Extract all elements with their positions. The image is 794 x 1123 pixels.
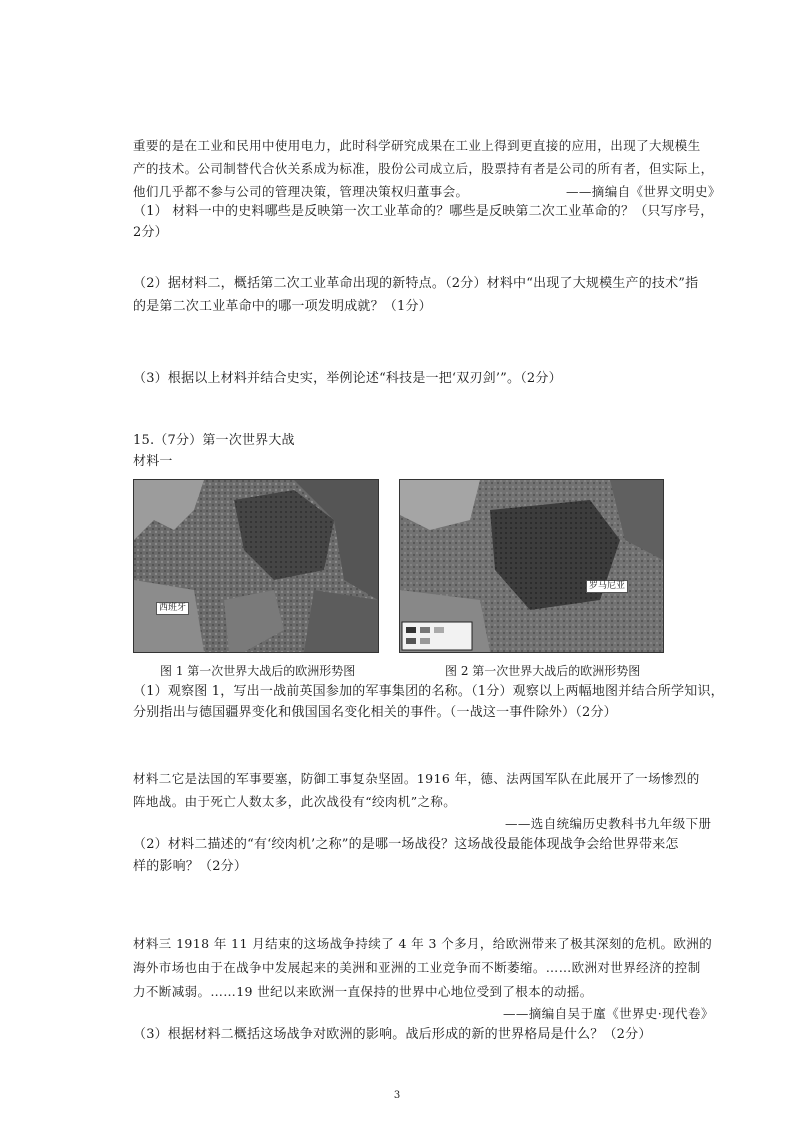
- material2-line2: 阵地战。由于死亡人数太多，此次战役有“绞肉机”之称。: [133, 794, 457, 809]
- map2-romania-label: 罗马尼亚: [586, 580, 628, 593]
- q14-3: （3）根据以上材料并结合史实，举例论述“科技是一把‘双刃剑’”。（2分）: [133, 371, 562, 386]
- q15-1-line1: （1）观察图 1，写出一战前英国参加的军事集团的名称。（1分）观察以上两幅地图并结合所学知识，: [133, 684, 724, 699]
- q14-2-line1: （2）据材料二，概括第二次工业革命出现的新特点。（2分）材料中“出现了大规模生产的技术”指: [133, 276, 699, 291]
- q15-3: （3）根据材料二概括这场战争对欧洲的影响。战后形成的新的世界格局是什么？（2分）: [133, 1027, 652, 1042]
- europe-map-2-graphic: [400, 480, 663, 652]
- map1-caption: 图 1 第一次世界大战后的欧洲形势图: [160, 664, 356, 678]
- q15-1-line2: 分别指出与德国疆界变化和俄国国名变化相关的事件。（一战这一事件除外）（2分）: [133, 705, 617, 720]
- q14-1-line2: 2分）: [133, 225, 168, 240]
- material3-line3: 力不断减弱。……19 世纪以来欧洲一直保持的世界中心地位受到了根本的动摇。: [133, 984, 593, 999]
- material1-line3: 他们几乎都不参与公司的管理决策，管理决策权归董事会。: [133, 184, 469, 199]
- q15-2-line1: （2）材料二描述的“有‘绞肉机’之称”的是哪一场战役？这场战役最能体现战争会给世界带来怎: [133, 837, 679, 852]
- q15-2-line2: 样的影响？（2分）: [133, 859, 248, 874]
- q14-2-line2: 的是第二次工业革命中的哪一项发明成就？（1分）: [133, 299, 432, 314]
- map1-spain-label: 西班牙: [156, 602, 189, 615]
- page-number: 3: [393, 1090, 401, 1101]
- material3-source: ——摘编自吴于廑《世界史·现代卷》: [503, 1006, 714, 1021]
- q14-1-line1: （1） 材料一中的史料哪些是反映第一次工业革命的？哪些是反映第二次工业革命的？（只写序号，: [133, 204, 714, 219]
- material3-line1: 材料三 1918 年 11 月结束的这场战争持续了 4 年 3 个多月，给欧洲带来了极其深刻的危机。欧洲的: [133, 936, 713, 951]
- material1-line2: 产的技术。公司制替代合伙关系成为标准，股份公司成立后，股票持有者是公司的所有者，但实际上，: [133, 161, 714, 176]
- material1-source: ——摘编自《世界文明史》: [566, 184, 721, 199]
- q15-title: 15.（7分）第一次世界大战: [133, 433, 295, 448]
- material1-label: 材料一: [133, 454, 173, 469]
- material1-line1: 重要的是在工业和民用中使用电力，此时科学研究成果在工业上得到更直接的应用，出现了大规模生: [133, 138, 701, 153]
- map2-legend-box: [402, 622, 472, 650]
- material3-line2: 海外市场也由于在战争中发展起来的美洲和亚洲的工业竞争而不断萎缩。……欧洲对世界经济的控制: [133, 960, 701, 975]
- europe-map-figure-2: [399, 479, 664, 653]
- material2-line1: 材料二它是法国的军事要塞，防御工事复杂坚固。1916 年，德、法两国军队在此展开了一场惨烈的: [133, 771, 700, 786]
- europe-map-1-graphic: [134, 480, 378, 652]
- europe-map-figure-1: [133, 479, 379, 653]
- map2-caption: 图 2 第一次世界大战后的欧洲形势图: [445, 664, 641, 678]
- material2-source: ——选自统编历史教科书九年级下册: [505, 816, 712, 831]
